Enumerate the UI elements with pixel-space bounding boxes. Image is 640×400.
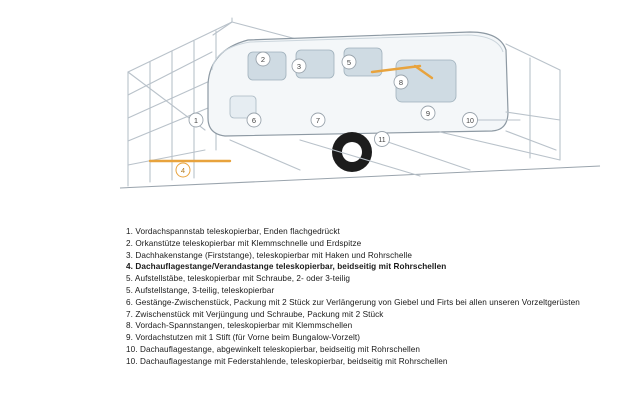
legend-item: 9. Vordachstutzen mit 1 Stift (für Vorne beim Bungalow-Vorzelt) [126, 333, 361, 343]
legend-item: 7. Zwischenstück mit Verjüngung und Schraube, Packung mit 2 Stück [126, 309, 384, 319]
callout-11 [375, 132, 390, 147]
caravan-wheel [332, 132, 372, 172]
legend-item-highlighted: 4. Dachauflagestange/Verandastange teleskopierbar, beidseitig mit Rohrschellen [126, 262, 447, 272]
callout-6 [247, 113, 261, 127]
svg-text:7: 7 [315, 116, 321, 125]
legend-item: 10. Dachauflagestange, abgewinkelt teleskopierbar, beidseitig mit Rohrschellen [126, 344, 421, 354]
svg-text:11: 11 [378, 137, 386, 144]
svg-text:8: 8 [398, 78, 404, 87]
callout-9 [421, 106, 435, 120]
callout-4 [176, 163, 190, 177]
callout-5 [342, 55, 356, 69]
svg-text:5: 5 [346, 58, 352, 67]
svg-text:3: 3 [296, 62, 302, 71]
legend-item: 2. Orkanstütze teleskopierbar mit Klemmschnelle und Erdspitze [126, 238, 362, 248]
legend-list [126, 226, 626, 368]
legend-item: 1. Vordachspannstab teleskopierbar, Enden flachgedrückt [126, 227, 340, 236]
svg-text:1: 1 [193, 116, 199, 125]
callout-2 [256, 52, 270, 66]
legend-item: 5. Aufstellstäbe, teleskopierbar mit Schraube, 2- oder 3-teilig [126, 274, 351, 284]
callout-10 [463, 113, 478, 128]
legend-item: 3. Dachhakenstange (Firststange), teleskopierbar mit Haken und Rohrschelle [126, 250, 412, 260]
svg-text:9: 9 [425, 109, 431, 118]
legend-item: 10. Dachauflagestange mit Federstahlende, teleskopierbar, beidseitig mit Rohrschellen [126, 356, 448, 366]
callout-7 [311, 113, 325, 127]
callout-1 [189, 113, 203, 127]
callout-3 [292, 59, 306, 73]
svg-text:2: 2 [260, 55, 266, 64]
svg-text:6: 6 [251, 116, 257, 125]
svg-text:10: 10 [466, 118, 474, 125]
legend-item: 5. Aufstellstange, 3-teilig, teleskopierbar [126, 285, 275, 295]
legend-item: 6. Gestänge-Zwischenstück, Packung mit 2 Stück zur Verlängerung von Giebel und Firts bei allen unseren Vorzeltgerüsten [126, 297, 580, 307]
svg-text:4: 4 [180, 166, 186, 175]
callout-8 [394, 75, 408, 89]
legend-item: 8. Vordach-Spannstangen, teleskopierbar mit Klemmschellen [126, 321, 353, 331]
